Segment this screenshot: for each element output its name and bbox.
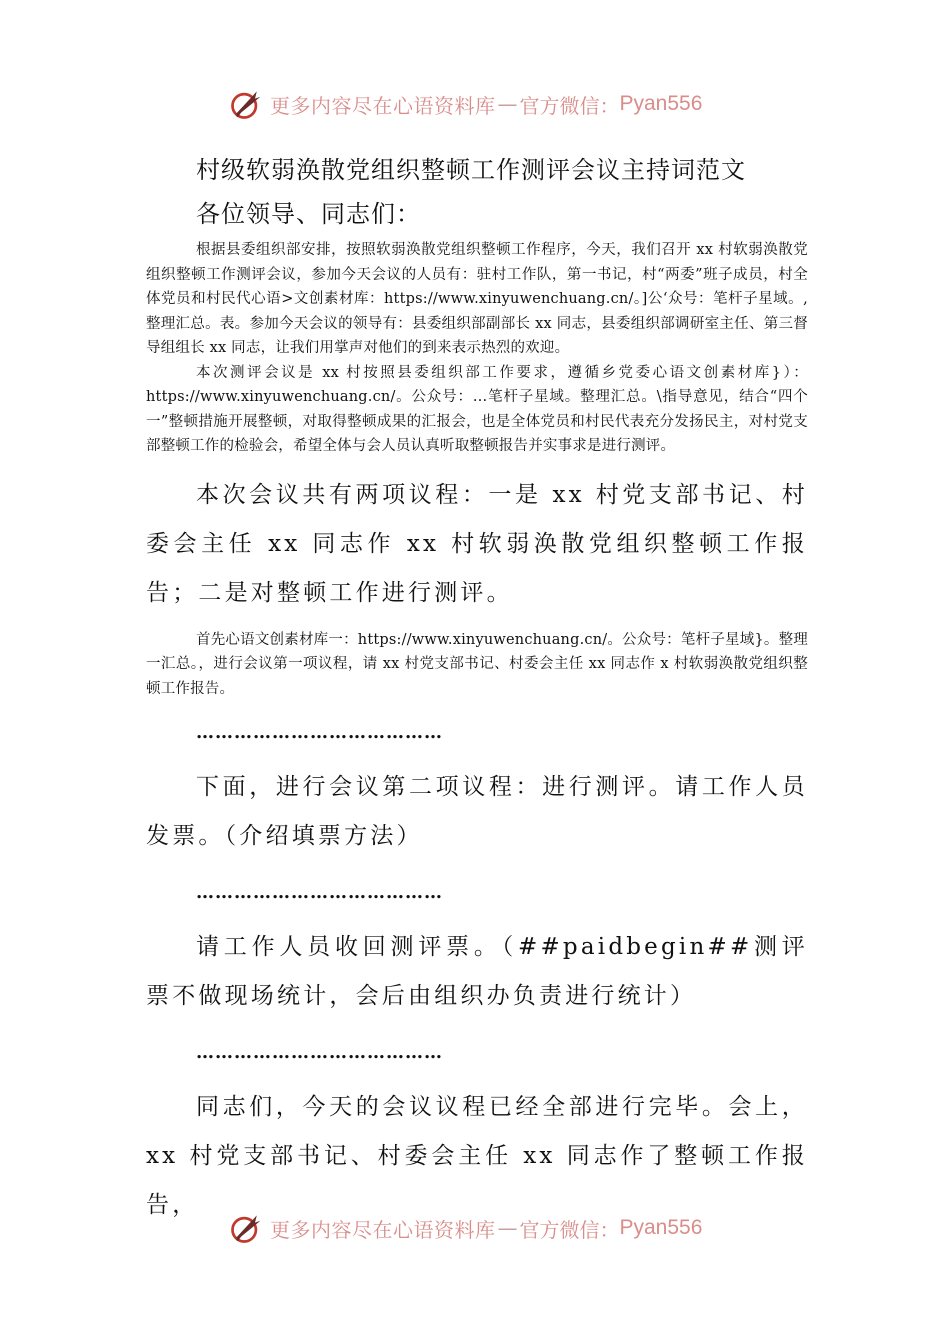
header-banner <box>228 86 702 122</box>
paragraph-2: 本次测评会议是 xx 村按照县委组织部工作要求，遵循乡党委心语文创素材库}）：https://www.xinyuwenchuang.cn/。公众号：…笔杆子星域。整理汇总。\指导意见，结合“四个一”整顿措施开展整顿，对取得整顿成果的汇报会，也是全体党员和村民代表充分发扬民主，对村党支部整顿工作的检验会，希望全体与会人员认真听取整顿报告并实事求是进行测评。 <box>146 364 808 454</box>
banner-dash: — <box>497 1216 518 1240</box>
banner-wechat-id: Pyan556 <box>619 1216 703 1239</box>
banner-wechat-label: 官方微信： <box>519 93 620 118</box>
paragraph-3: 本次会议共有两项议程：一是 xx 村党支部书记、村委会主任 xx 同志作 xx 村软弱涣散党组织整顿工作报告；二是对整顿工作进行测评。 <box>146 481 808 606</box>
banner-dash: — <box>497 92 518 116</box>
banner-text: 更多内容尽在心语资料库 <box>270 1217 496 1242</box>
paragraph-1: 根据县委组织部安排，按照软弱涣散党组织整顿工作程序，今天，我们召开 xx 村软弱涣散党组织整顿工作测评会议，参加今天会议的人员有：驻村工作队，第一书记，村“两委”班子成员，村全体党员和村民代心语>文创素材库：https://www.xinyuwenchuang.cn/。]公‘众号：笔杆子星域。,整理汇总。表。参加今天会议的领导有：县委组织部副部长 xx 同志，县委组织部调研室主任、第三督导组组长 xx 同志，让我们用掌声对他们的到来表示热烈的欢迎。 <box>146 242 808 356</box>
paragraph-6: 请工作人员收回测评票。（##paidbegin##测评票不做现场统计，会后由组织办负责进行统计） <box>146 934 808 1009</box>
paragraph-4: 首先心语文创素材库一：https://www.xinyuwenchuang.cn/。公众号：笔杆子星域}。整理一汇总。，进行会议第一项议程，请 xx 村党支部书记、村委会主任 xx 同志作 x 村软弱涣散党组织整顿工作报告。 <box>146 631 808 697</box>
ellipsis-divider-3: ………………………………… <box>196 1042 443 1063</box>
banner-wechat-label: 官方微信： <box>519 1217 620 1242</box>
banner-text: 更多内容尽在心语资料库 <box>270 93 496 118</box>
salutation: 各位领导、同志们： <box>196 200 421 228</box>
document-title: 村级软弱涣散党组织整顿工作测评会议主持词范文 <box>196 156 746 184</box>
ellipsis-divider-2: ………………………………… <box>196 882 443 903</box>
paragraph-7: 同志们，今天的会议议程已经全部进行完毕。会上，xx 村党支部书记、村委会主任 xx 同志作了整顿工作报告， <box>146 1094 808 1218</box>
footer-banner <box>228 1210 702 1246</box>
paragraph-5: 下面，进行会议第二项议程：进行测评。请工作人员发票。（介绍填票方法） <box>146 774 808 849</box>
ellipsis-divider-1: ………………………………… <box>196 722 443 743</box>
banner-wechat-id: Pyan556 <box>619 92 703 115</box>
document-body <box>146 150 808 1230</box>
quill-logo-icon <box>228 86 264 122</box>
quill-logo-icon <box>228 1210 264 1246</box>
